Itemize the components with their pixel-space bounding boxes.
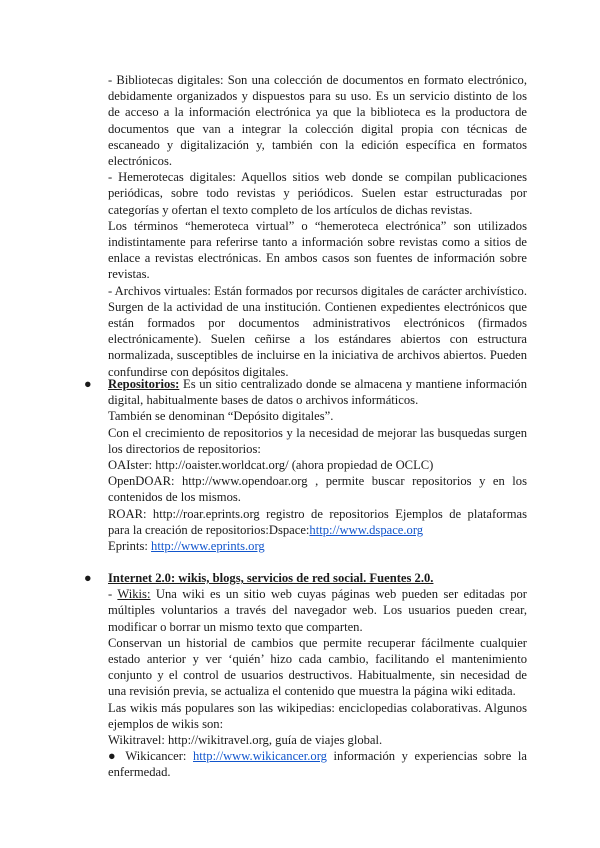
dspace-link[interactable]: http://www.dspace.org	[309, 522, 424, 537]
repositorios-roar-text: ROAR: http://roar.eprints.org registro de repositorios Ejemplos de plataformas para la creación de repositorios:Dspace:	[108, 506, 527, 537]
wikis-prefix: -	[108, 587, 118, 602]
section-repositorios	[84, 376, 527, 554]
repositorios-intro-text: Es un sitio centralizado donde se almacena y mantiene información digital, habitualmente bases de datos o archivos informáticos.	[108, 377, 527, 408]
wikicancer-line	[108, 748, 527, 780]
repositorios-roar	[108, 506, 527, 538]
repositorios-heading: Repositorios:	[108, 377, 180, 391]
paragraph-bibliotecas: - Bibliotecas digitales: Son una colección de documentos en formato electrónico, debidamente organizados y dispuestos para su uso. Es un servicio distinto de los de acceso a la información electrónica ya que la biblioteca es la productora de documentos que van a integrar la colección digital propia con técnicas de escaneado y digitalización y, también con la edición específica en formatos electrónicos.	[108, 73, 527, 169]
internet-heading	[108, 570, 527, 586]
wikicancer-label: ● Wikicancer:	[108, 749, 193, 764]
paragraph-archivos: - Archivos virtuales: Están formados por recursos digitales de carácter archivístico. Surgen de la actividad de una institución. Contienen expedientes electrónicos que están formados por documentos administrativos electrónicos (firmados electrónicamente). Suelen ceñirse a los estándares abiertos con estructura normalizada, susceptibles de incluirse en la iniciativa de archivos abiertos. Pueden confundirse con depósitos digitales.	[108, 283, 527, 379]
repositorios-opendoar: OpenDOAR: http://www.opendoar.org , permite buscar repositorios y en los contenidos de los mismos.	[108, 474, 527, 505]
wikitravel-line: Wikitravel: http://wikitravel.org, guía de viajes global.	[108, 733, 383, 748]
populares-paragraph: Las wikis más populares son las wikipedias: enciclopedias colaborativas. Algunos ejemplos de wikis son:	[108, 700, 527, 731]
repositorios-eprints	[108, 538, 527, 554]
wikis-label: Wikis:	[117, 587, 151, 602]
paragraph-hemerotecas: - Hemerotecas digitales: Aquellos sitios web donde se compilan publicaciones periódicas, sobre todo revistas y periódicos. Suelen estar estructuradas por categorías y ofertan el texto completo de los artículos de dichas revistas.	[108, 170, 527, 217]
section-internet-20	[84, 570, 527, 781]
eprints-label: Eprints:	[108, 539, 152, 554]
wikis-paragraph	[108, 586, 527, 635]
repositorios-oaister: OAIster: http://oaister.worldcat.org/ (ahora propiedad de OCLC)	[108, 458, 434, 473]
section-digital-sources	[108, 72, 527, 380]
bullet-icon: ●	[84, 571, 92, 585]
wikis-text: Una wiki es un sitio web cuyas páginas web pueden ser editadas por múltiples voluntarios a través del navegador web. Los usuarios pueden crear, modificar o borrar un mismo texto que comparten.	[108, 587, 527, 634]
wikicancer-link[interactable]: http://www.wikicancer.org	[193, 749, 327, 764]
bullet-icon: ●	[84, 377, 92, 391]
internet-heading-text: Internet 2.0: wikis, blogs, servicios de red social. Fuentes 2.0.	[108, 571, 434, 585]
repositorios-crecimiento: Con el crecimiento de repositorios y la necesidad de mejorar las busquedas surgen los directorios de repositorios:	[108, 425, 527, 456]
repositorios-intro	[108, 376, 527, 408]
paragraph-terminos: Los términos “hemeroteca virtual” o “hemeroteca electrónica” son utilizados indistintamente para referirse tanto a información sobre revistas como a sitios de enlace a revistas electrónicas. En ambos casos son fuentes de información sobre revistas.	[108, 218, 527, 282]
historial-paragraph: Conservan un historial de cambios que permite recuperar fácilmente cualquier estado anterior y ver ‘quién’ hizo cada cambio, facilitando el mantenimiento conjunto y el control de usuarios destructivos. Habitualmente, sin necesidad de una revisión previa, se actualiza el contenido que muestra la página wiki editada.	[108, 635, 527, 699]
repositorios-tambien: También se denominan “Depósito digitales”.	[108, 409, 334, 424]
eprints-link[interactable]: http://www.eprints.org	[151, 539, 265, 554]
wikicancer-text: información y experiencias sobre la enfermedad.	[108, 749, 528, 780]
